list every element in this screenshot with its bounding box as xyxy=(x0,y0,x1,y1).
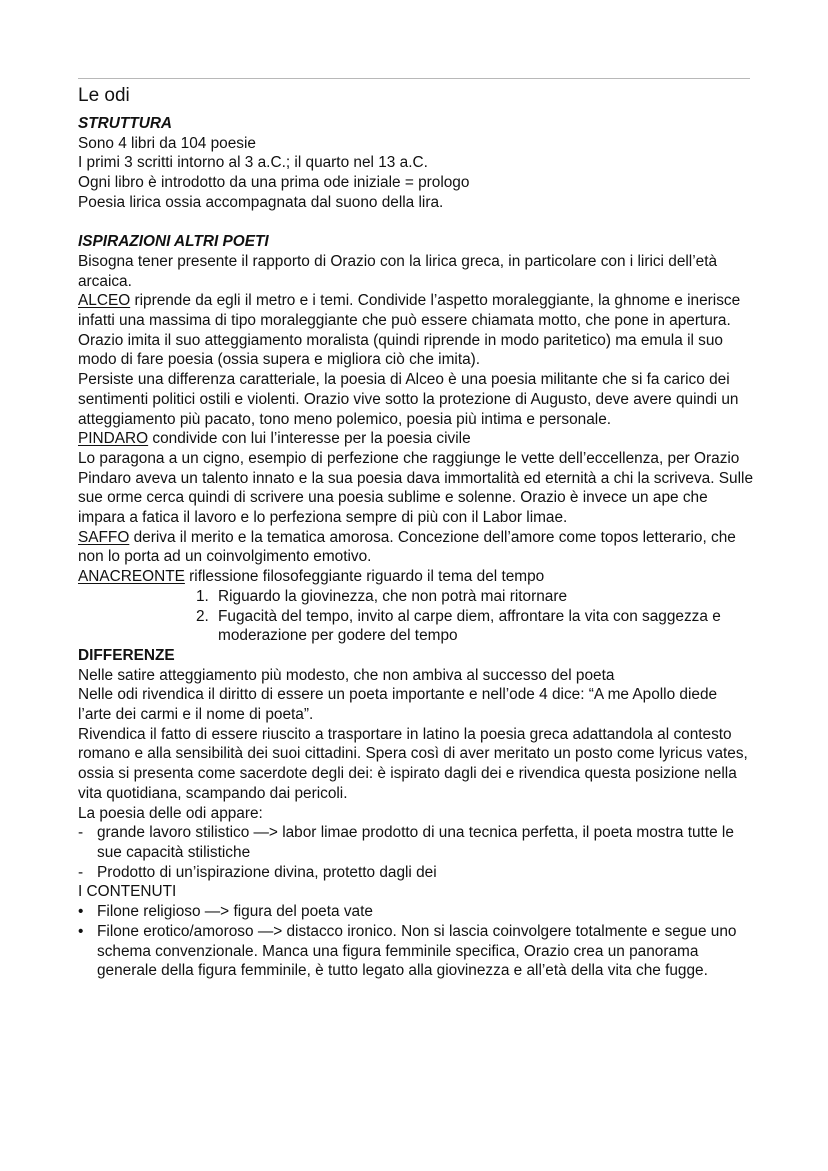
dash-marker: - xyxy=(78,824,84,842)
ispirazioni-intro: Bisogna tener presente il rapporto di Orazio con la lirica greca, in particolare con i lirici dell’età arcaica. xyxy=(78,252,718,290)
pindaro-paragraph-2: Lo paragona a un cigno, esempio di perfezione che raggiunge le vette dell’eccellenza, per Orazio Pindaro aveva un talento innato e la sua poesia dava immortalità ed eternità a chi la scriveva. Sulle sue orme cerca quindi di scrivere una poesia sublime e solenne. Orazio è invece un ape che impara a fatica il lavoro e lo perfeziona sempre di più con il Labor limae. xyxy=(78,449,754,527)
dash-list xyxy=(78,823,754,882)
list-item xyxy=(78,863,754,883)
bullet-marker: • xyxy=(78,922,84,940)
alceo-text: riprende da egli il metro e i temi. Condivide l’aspetto moraleggiante, la ghnome e inerisce infatti una massima di tipo moraleggiante che può essere chiamata motto, che pone in apertura. xyxy=(78,292,741,330)
spacer xyxy=(78,213,754,233)
poet-name-saffo: SAFFO xyxy=(78,528,130,546)
struttura-line: Ogni libro è introdotto da una prima ode iniziale = prologo xyxy=(78,174,470,192)
differenze-paragraph: Nelle satire atteggiamento più modesto, che non ambiva al successo del poeta xyxy=(78,666,615,684)
saffo-text: deriva il merito e la tematica amorosa. Concezione dell’amore come topos letterario, che non lo porta ad un coinvolgimento emotivo. xyxy=(78,528,736,566)
anacreonte-paragraph xyxy=(78,567,754,587)
alceo-paragraph-2: Orazio imita il suo atteggiamento moralista (quindi riprende in modo paritetico) ma emula il suo modo di fare poesia (ossia supera e migliora ciò che imita). xyxy=(78,331,723,369)
alceo-paragraph xyxy=(78,291,754,330)
heading-differenze: DIFFERENZE xyxy=(78,646,175,664)
saffo-paragraph xyxy=(78,528,754,567)
bullet-list xyxy=(78,902,754,981)
page-title: Le odi xyxy=(78,85,130,106)
list-item-text: Filone erotico/amoroso —> distacco ironico. Non si lascia coinvolgere totalmente e segue uno schema convenzionale. Manca una figura femminile specifica, Orazio crea un panorama generale della figura femminile, è tutto legato alla giovinezza e all’età della vita che fugge. xyxy=(97,922,737,980)
differenze-paragraph: La poesia delle odi appare: xyxy=(78,804,263,822)
list-item xyxy=(78,902,754,922)
poet-name-alceo: ALCEO xyxy=(78,292,131,310)
alceo-paragraph-3: Persiste una differenza caratteriale, la poesia di Alceo è una poesia militante che si fa carico dei sentimenti politici ostili e violenti. Orazio vive sotto la protezione di Augusto, deve avere quindi un atteggiamento più pacato, tono meno polemico, poesia più intima e personale. xyxy=(78,371,739,428)
top-divider xyxy=(78,78,750,79)
dash-marker: - xyxy=(78,863,84,881)
pindaro-paragraph xyxy=(78,429,754,449)
list-item-text: Fugacità del tempo, invito al carpe diem, affrontare la vita con saggezza e moderazione per godere del tempo xyxy=(218,607,721,645)
list-item xyxy=(196,607,754,646)
heading-ispirazioni: ISPIRAZIONI ALTRI POETI xyxy=(78,233,269,251)
pindaro-text: condivide con lui l’interesse per la poesia civile xyxy=(148,430,471,448)
poet-name-pindaro: PINDARO xyxy=(78,430,149,448)
list-number: 2. xyxy=(196,607,209,625)
poet-name-anacreonte: ANACREONTE xyxy=(78,568,185,586)
list-item xyxy=(78,823,754,862)
document-body xyxy=(78,114,754,981)
bullet-marker: • xyxy=(78,903,84,921)
anacreonte-text: riflessione filosofeggiante riguardo il tema del tempo xyxy=(184,568,545,586)
numbered-list xyxy=(78,587,754,646)
list-item-text: Riguardo la giovinezza, che non potrà mai ritornare xyxy=(218,587,568,605)
struttura-line: Poesia lirica ossia accompagnata dal suono della lira. xyxy=(78,193,444,211)
list-number: 1. xyxy=(196,587,209,605)
struttura-line: Sono 4 libri da 104 poesie xyxy=(78,134,256,152)
differenze-paragraph: Nelle odi rivendica il diritto di essere un poeta importante e nell’ode 4 dice: “A me Apollo diede l’arte dei carmi e il nome di poeta”. xyxy=(78,686,718,724)
list-item-text: grande lavoro stilistico —> labor limae prodotto di una tecnica perfetta, il poeta mostra tutte le sue capacità stilistiche xyxy=(97,824,734,861)
struttura-line: I primi 3 scritti intorno al 3 a.C.; il quarto nel 13 a.C. xyxy=(78,154,428,172)
heading-contenuti: I CONTENUTI xyxy=(78,883,177,901)
list-item xyxy=(196,587,754,607)
list-item xyxy=(78,922,754,981)
differenze-paragraph: Rivendica il fatto di essere riuscito a trasportare in latino la poesia greca adattandola al contesto romano e alla sensibilità dei suoi cittadini. Spera così di aver meritato un posto come lyricus vates, ossia si presenta come sacerdote degli dei: è ispirato dagli dei e rivendica questa posizione nella vita quotidiana, scampando dai pericoli. xyxy=(78,725,748,802)
list-item-text: Filone religioso —> figura del poeta vate xyxy=(97,903,373,921)
heading-struttura: STRUTTURA xyxy=(78,115,173,132)
list-item-text: Prodotto di un’ispirazione divina, protetto dagli dei xyxy=(97,863,437,881)
